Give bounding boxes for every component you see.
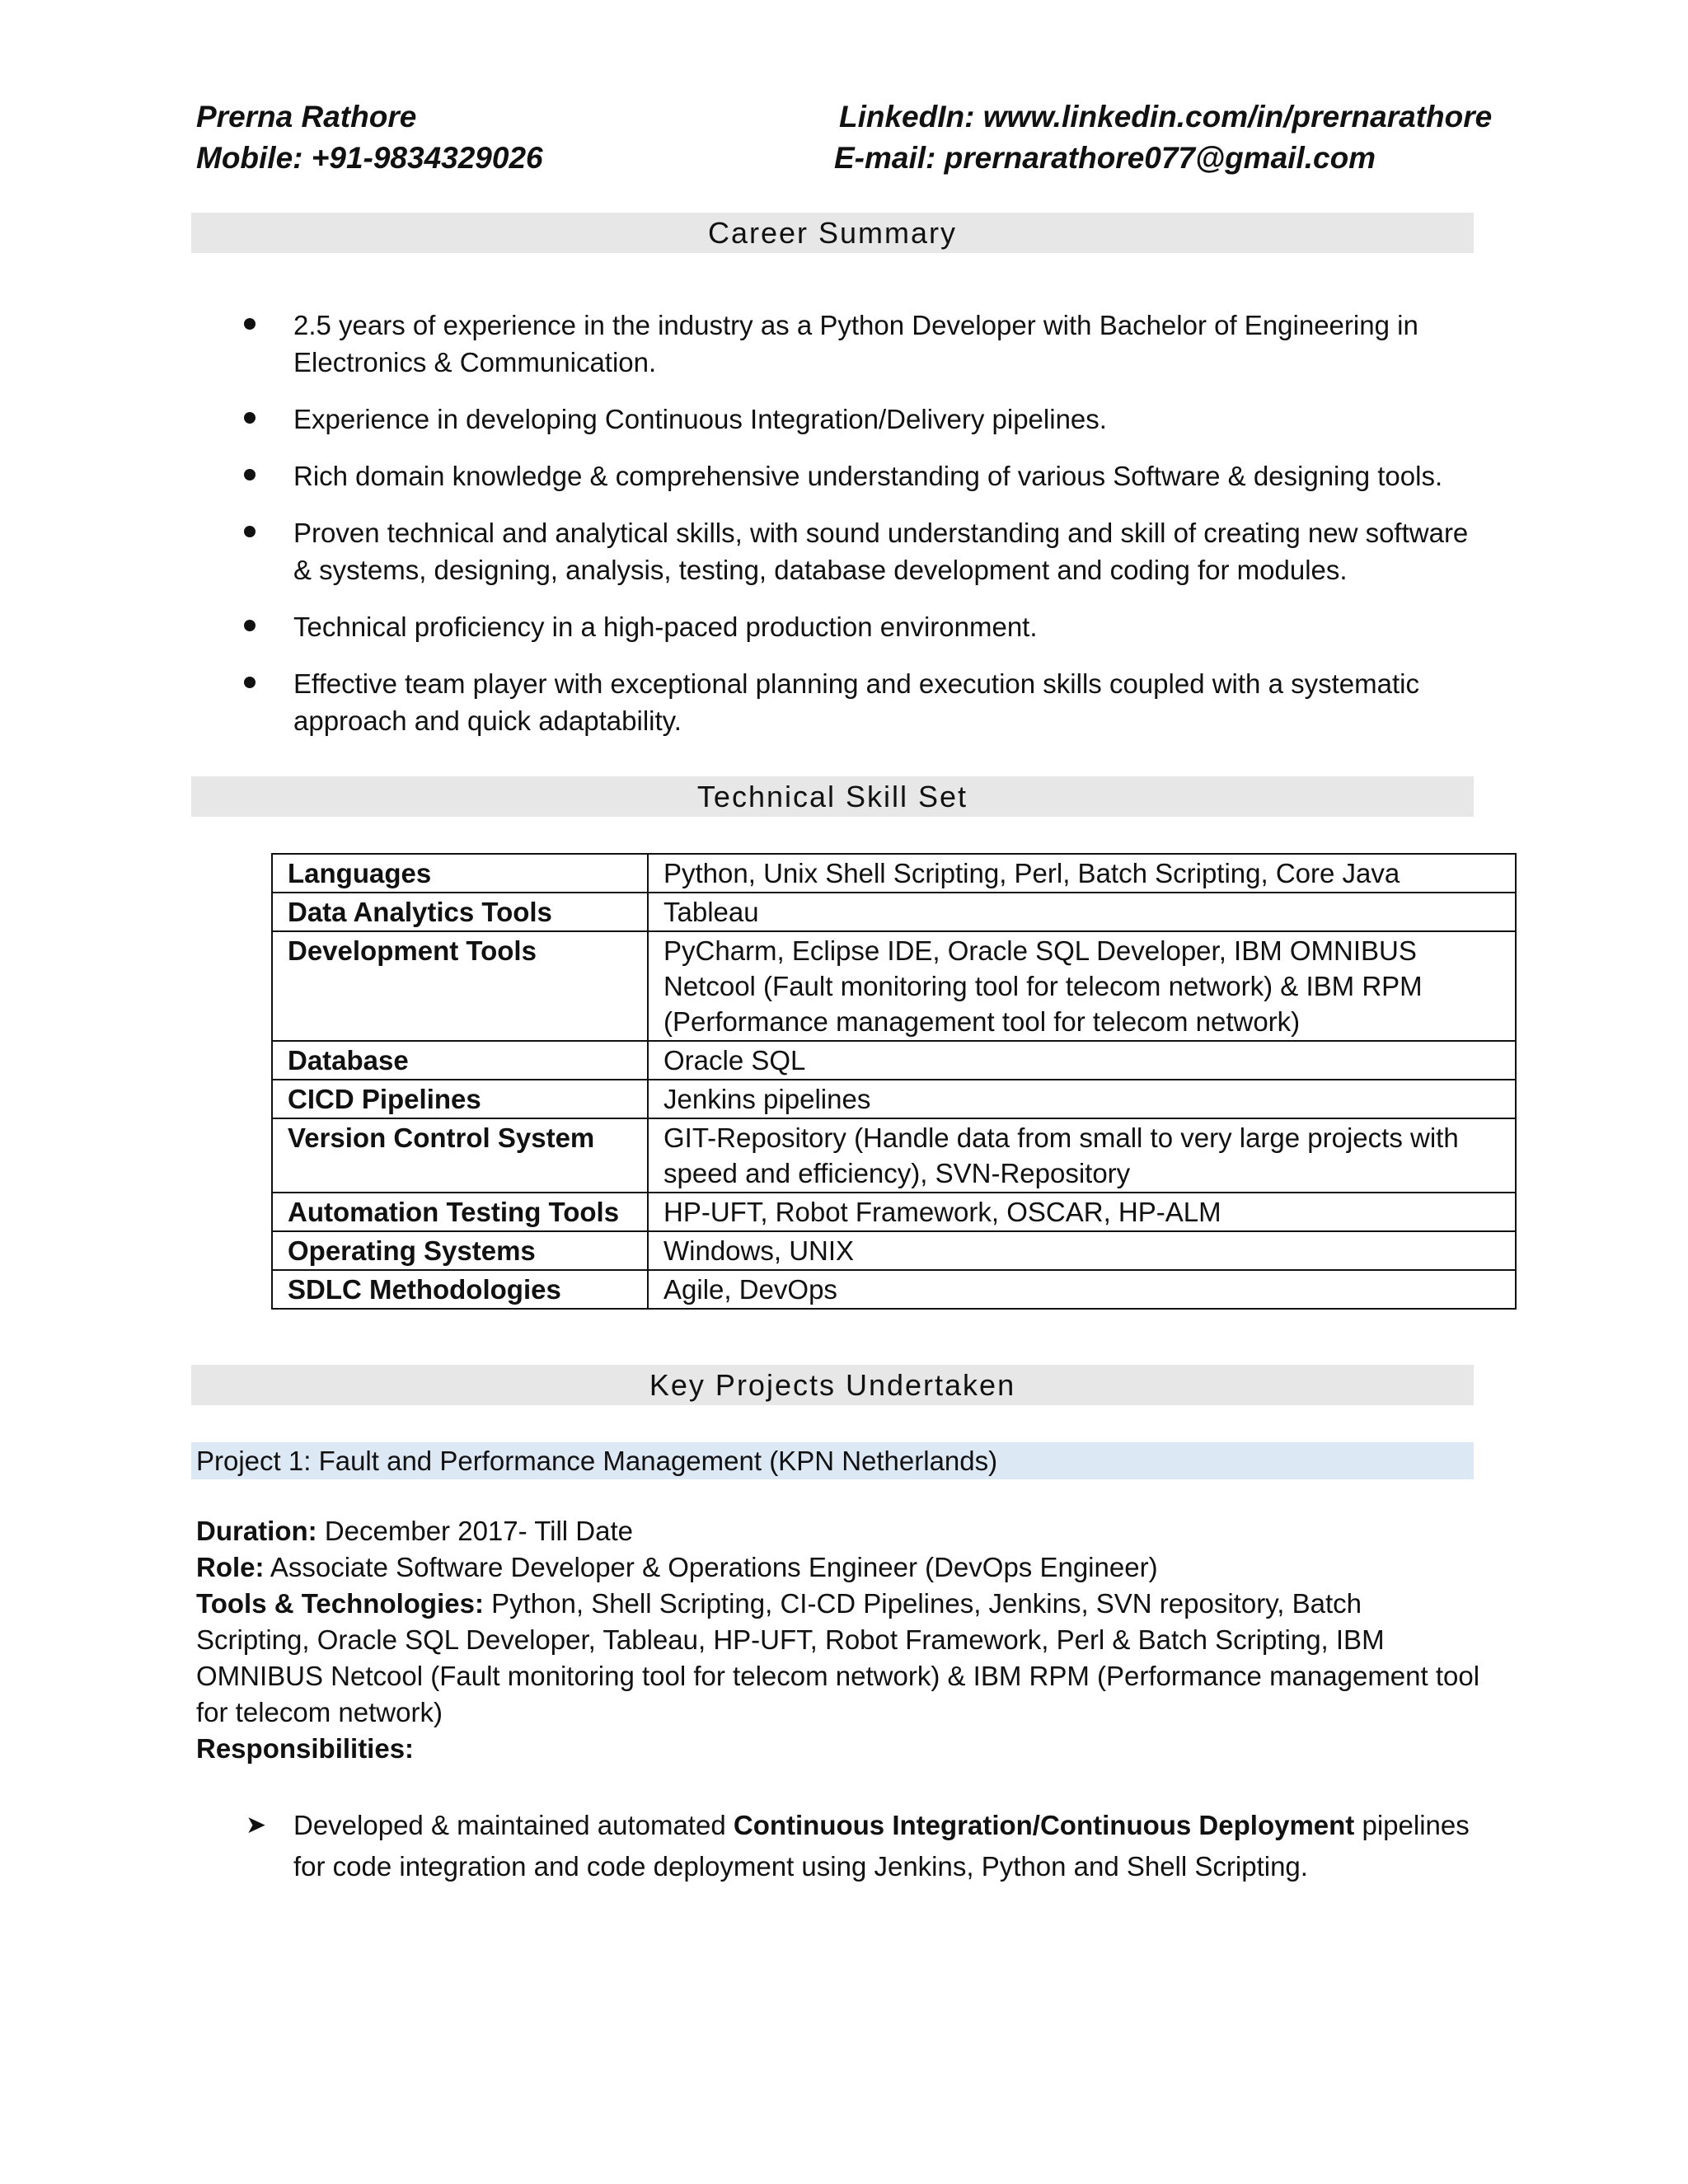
table-row [272,1080,1516,1118]
career-summary-text: Experience in developing Continuous Integration/Delivery pipelines. [293,404,1107,434]
list-item [196,307,1482,381]
table-row [272,1041,1516,1080]
career-summary-text: 2.5 years of experience in the industry as a Python Developer with Bachelor of Engineering in Electronics & Communication. [293,310,1418,377]
list-item [196,608,1482,645]
skill-value: Tableau [648,893,1516,931]
resp-text-pre: Developed & maintained automated [293,1810,734,1840]
role-value: Associate Software Developer & Operations Engineer (DevOps Engineer) [264,1552,1158,1582]
list-item [196,514,1482,588]
skill-value: Agile, DevOps [648,1270,1516,1309]
resp-text-bold: Continuous Integration/Continuous Deployment [733,1810,1355,1840]
skill-value: Python, Unix Shell Scripting, Perl, Batch Scripting, Core Java [648,854,1516,893]
tools-label: Tools & Technologies: [196,1588,484,1619]
bullet-icon [244,412,256,424]
duration-value: December 2017- Till Date [316,1516,633,1546]
table-row [272,1270,1516,1309]
bullet-icon [244,677,256,688]
arrow-bullet-icon: ➤ [246,1811,267,1839]
table-row [272,1118,1516,1193]
skill-category: CICD Pipelines [272,1080,648,1118]
list-item [196,401,1482,438]
list-item [196,457,1482,494]
skill-value: Jenkins pipelines [648,1080,1516,1118]
list-item [196,1805,1482,1887]
skill-category: Version Control System [272,1118,648,1193]
bullet-icon [244,469,256,480]
table-row [272,1231,1516,1270]
tools-value: Python, Shell Scripting, CI-CD Pipelines, Jenkins, SVN repository, Batch Scripting, Oracle SQL Developer, Tableau, HP-UFT, Robot Framework, Perl & Batch Scripting, IBM OMNIBUS Netcool (Fault monitoring tool for telecom network) & IBM RPM (Performance management tool for telecom network) [196,1588,1480,1727]
bullet-icon [244,318,256,330]
duration-label: Duration: [196,1516,317,1546]
project-role [196,1549,1482,1586]
section-heading-key-projects: Key Projects Undertaken [191,1365,1474,1405]
career-summary-text: Technical proficiency in a high-paced production environment. [293,612,1038,642]
skill-value: Windows, UNIX [648,1231,1516,1270]
table-row [272,931,1516,1041]
email-link[interactable]: E-mail: prernarathore077@gmail.com [834,141,1376,175]
candidate-name: Prerna Rathore [196,100,417,134]
table-row [272,1193,1516,1231]
skill-category: Languages [272,854,648,893]
career-summary-text: Proven technical and analytical skills, with sound understanding and skill of creating new software & systems, designing, analysis, testing, database development and coding for modules. [293,518,1469,585]
skill-category: Operating Systems [272,1231,648,1270]
career-summary-text: Rich domain knowledge & comprehensive understanding of various Software & designing tools. [293,461,1443,491]
role-label: Role: [196,1552,265,1582]
skill-value: HP-UFT, Robot Framework, OSCAR, HP-ALM [648,1193,1516,1231]
section-heading-technical-skills: Technical Skill Set [191,776,1474,817]
career-summary-list [196,307,1482,759]
bullet-icon [244,526,256,537]
project-responsibilities [196,1731,1482,1767]
table-row [272,854,1516,893]
skill-value: GIT-Repository (Handle data from small to very large projects with speed and efficiency), SVN-Repository [648,1118,1516,1193]
skill-category: SDLC Methodologies [272,1270,648,1309]
responsibilities-list [196,1805,1482,1887]
project-title: Project 1: Fault and Performance Management (KPN Netherlands) [191,1442,1474,1479]
skill-category: Development Tools [272,931,648,1041]
table-row [272,893,1516,931]
list-item [196,665,1482,739]
skill-category: Automation Testing Tools [272,1193,648,1231]
resp-text-post: pipelines for code integration and code deployment using Jenkins, Python and Shell Scripting. [293,1810,1470,1882]
project-duration [196,1513,1482,1549]
skills-table [271,853,1517,1310]
project-details [196,1513,1482,1767]
section-heading-career-summary: Career Summary [191,213,1474,253]
bullet-icon [244,620,256,631]
skill-value: Oracle SQL [648,1041,1516,1080]
project-tools [196,1586,1482,1731]
skill-value: PyCharm, Eclipse IDE, Oracle SQL Developer, IBM OMNIBUS Netcool (Fault monitoring tool for telecom network) & IBM RPM (Performance management tool for telecom network) [648,931,1516,1041]
responsibilities-label: Responsibilities: [196,1733,415,1764]
mobile-number: Mobile: +91-9834329026 [196,141,543,175]
skill-category: Data Analytics Tools [272,893,648,931]
linkedin-link[interactable]: LinkedIn: www.linkedin.com/in/prernarathore [839,100,1493,134]
skill-category: Database [272,1041,648,1080]
career-summary-text: Effective team player with exceptional planning and execution skills coupled with a systematic approach and quick adaptability. [293,668,1419,736]
